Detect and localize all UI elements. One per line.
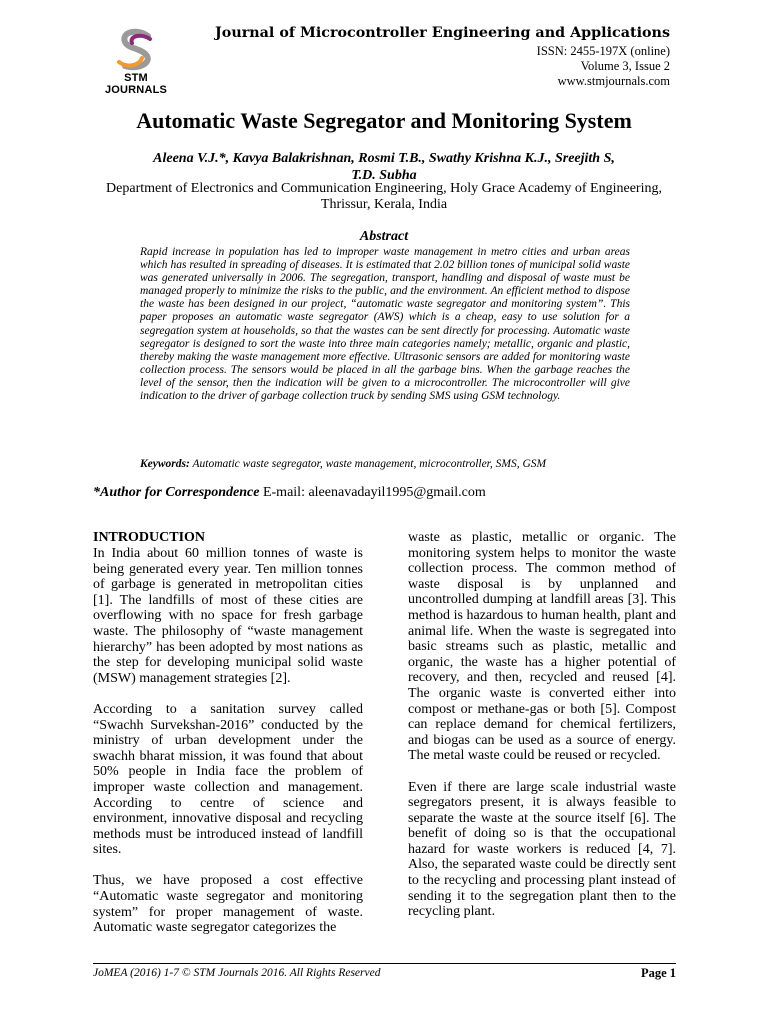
keywords <box>140 458 640 470</box>
correspondence-label: *Author for Correspondence <box>93 485 260 500</box>
volume-issue: Volume 3, Issue 2 <box>580 59 670 73</box>
body-paragraph: According to a sanitation survey called “Swachh Survekshan-2016” conducted by the ministry of urban development under the swachh bharat mission, it was found that about 50% people in India face the problem of improper waste collection and management. According to centre of science and environment, innovative disposal and recycling methods must be introduced instead of landfill sites. <box>93 701 363 858</box>
author-list <box>100 150 668 184</box>
journal-website[interactable]: www.stmjournals.com <box>557 74 670 88</box>
affiliation-line-1: Department of Electronics and Communication Engineering, Holy Grace Academy of Engineering, <box>106 181 662 196</box>
authors-line-2: T.D. Subha <box>351 168 417 183</box>
journal-logo <box>95 28 177 96</box>
abstract-body: Rapid increase in population has led to improper waste management in metro cities and urban areas which has resulted in spreading of diseases. It is estimated that 2.02 billion tones of municipal solid waste was generated universally in 2006. The segregation, transport, handling and disposal of waste must be managed properly to minimize the risks to the public, and the environment. An efficient method to dispose the waste has been designed in our project, “automatic waste segregator and monitoring system”. This paper proposes an automatic waste segregator (AWS) which is a cheap, easy to use solution for a segregation system at households, so that the wastes can be sent directly for processing. Automatic waste segregator is designed to sort the waste into three main categories namely; metallic, organic and plastic, thereby making the waste management more effective. Ultrasonic sensors are added for monitoring waste collection process. The sensors would be placed in all the garbage bins. When the garbage reaches the level of the sensor, then the indication will be given to a microcontroller. The microcontroller will give indication to the driver of garbage collection truck by sending SMS using GSM technology. <box>140 246 630 403</box>
right-column <box>408 530 676 920</box>
paper-title: Automatic Waste Segregator and Monitoring System <box>136 108 632 133</box>
stm-logo-icon <box>109 28 163 72</box>
correspondence-email[interactable]: E-mail: aleenavadayil1995@gmail.com <box>262 485 486 500</box>
footer-citation: JoMEA (2016) 1-7 © STM Journals 2016. All Rights Reserved <box>93 967 381 979</box>
footer-divider <box>93 963 676 964</box>
journal-meta <box>400 44 670 89</box>
keywords-label: Keywords: <box>140 458 190 470</box>
affiliation-line-2: Thrissur, Kerala, India <box>320 197 448 212</box>
body-paragraph: In India about 60 million tonnes of waste is being generated every year. Ten million tonnes of garbage is generated in metropolitan cities [1]. The landfills of most of these cities are overflowing with no space for fresh garbage waste. The philosophy of “waste management hierarchy” has been adopted by most nations as the step for developing municipal solid waste (MSW) management strategies [2]. <box>93 546 363 686</box>
logo-text: STM JOURNALS <box>104 72 168 96</box>
introduction-heading: INTRODUCTION <box>93 530 206 545</box>
affiliation <box>80 181 688 213</box>
issn: ISSN: 2455-197X (online) <box>536 44 670 58</box>
journal-title: Journal of Microcontroller Engineering and Applications <box>215 25 670 41</box>
abstract-heading: Abstract <box>359 229 409 244</box>
body-paragraph: Thus, we have proposed a cost effective “Automatic waste segregator and monitoring system” for proper management of waste. Automatic waste segregator categorizes the <box>93 873 363 936</box>
page-number: Page 1 <box>640 966 676 980</box>
keywords-list: Automatic waste segregator, waste management, microcontroller, SMS, GSM <box>192 458 547 470</box>
authors-line-1: Aleena V.J.*, Kavya Balakrishnan, Rosmi T.B., Swathy Krishna K.J., Sreejith S, <box>153 151 615 166</box>
body-paragraph: Even if there are large scale industrial waste segregators present, it is always feasible to separate the waste at the source itself [6]. The benefit of doing so is that the occupational hazard for waste workers is reduced [4, 7]. Also, the separated waste could be directly sent to the recycling and processing plant instead of sending it to the segregation plant then to the recycling plant. <box>408 779 676 920</box>
left-column <box>93 530 363 936</box>
body-paragraph: waste as plastic, metallic or organic. The monitoring system helps to monitor the waste collection process. The common method of waste disposal is by unplanned and uncontrolled dumping at landfill areas [3]. This method is hazardous to human health, plant and animal life. When the waste is segregated into basic streams such as plastic, metallic and organic, the waste has a higher potential of recovery, and then, recycled and reused [4]. The organic waste is converted either into compost or methane-gas or both [5]. Compost can replace demand for chemical fertilizers, and biogas can be used as a source of energy. The metal waste could be reused or recycled. <box>408 530 676 764</box>
correspondence <box>93 485 653 501</box>
